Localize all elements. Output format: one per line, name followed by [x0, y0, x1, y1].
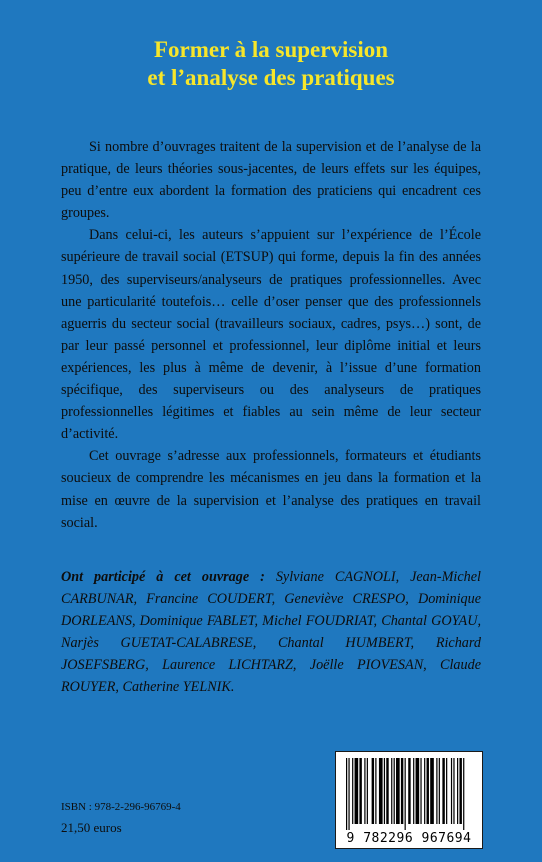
- barcode-bar: [384, 758, 385, 824]
- price: 21,50 euros: [61, 820, 122, 835]
- barcode-bar: [439, 758, 440, 824]
- barcode-bar: [355, 758, 359, 824]
- barcode-bar: [453, 758, 454, 824]
- barcode-bar: [359, 758, 361, 824]
- barcode-bar: [436, 758, 437, 824]
- barcode-bar: [346, 758, 347, 830]
- barcode-bar: [408, 758, 410, 824]
- barcode-bar: [386, 758, 388, 824]
- summary-paragraph: Cet ouvrage s’adresse aux professionnels, formateurs et étudiants soucieux de comprendre les mécanismes en jeu dans la formation et la mise en œuvre de la supervision et l’analyse des pratiques en travail social.: [61, 448, 481, 531]
- barcode-bar: [396, 758, 400, 824]
- barcode-bar: [405, 758, 406, 830]
- barcode-bar: [459, 758, 461, 824]
- summary-text: [61, 136, 481, 534]
- barcode-bar: [446, 758, 447, 824]
- barcode-bar: [391, 758, 392, 824]
- barcode-bar: [416, 758, 420, 824]
- barcode-bar: [394, 758, 395, 824]
- barcode-bars-icon: [344, 758, 474, 830]
- barcode-bar: [427, 758, 429, 824]
- isbn: ISBN : 978-2-296-96769-4: [61, 801, 181, 813]
- barcode-bar: [463, 758, 464, 830]
- contributors-names: Sylviane CAGNOLI, Jean-Michel CARBUNAR, Francine COUDERT, Geneviève CRESPO, Dominique DORLEANS, Dominique FABLET, Michel FOUDRIAT, Chantal GOYAU, Narjès GUETAT-CALABRESE, Chantal HUMBERT, Richard JOSEFSBERG, Laurence LICHTARZ, Joëlle PIOVESAN, Claude ROUYER, Catherine YELNIK.: [61, 569, 481, 696]
- barcode-bar: [457, 758, 458, 824]
- barcode-bar: [451, 758, 452, 824]
- barcode-bar: [420, 758, 421, 824]
- summary-paragraph: Si nombre d’ouvrages traitent de la supervision et de l’analyse de la pratique, de leurs théories sous-jacentes, de leurs effets sur les équipes, peu d’entre eux abordent la formation des praticiens qui encadrent ces groupes.: [61, 139, 481, 222]
- contributors: [61, 566, 481, 699]
- barcode-bar: [401, 758, 403, 824]
- barcode-bar: [348, 758, 349, 830]
- barcode-bar: [352, 758, 353, 824]
- barcode-bar: [372, 758, 374, 824]
- contributors-lead: Ont participé à cet ouvrage :: [61, 569, 265, 585]
- barcode-bar: [367, 758, 368, 824]
- book-title: [0, 36, 542, 92]
- book-title-line-1: Former à la supervision: [153, 37, 389, 62]
- barcode-bar: [430, 758, 434, 824]
- barcode-bar: [413, 758, 414, 824]
- book-title-line-2: et l’analyse des pratiques: [147, 65, 395, 90]
- summary-paragraph: Dans celui-ci, les auteurs s’appuient sur l’expérience de l’École supérieure de travail social (ETSUP) qui forme, depuis la fin des années 1950, des superviseurs/analyseurs de pratiques professionnelles. Avec une particularité toutefois… celle d’oser penser que des professionnels aguerris du secteur social (travailleurs sociaux, cadres, psys…) sont, de par leur passé personnel et professionnel, leur diplôme initial et leurs expériences, les plus à même de devenir, à l’issue d’une formation spécifique, des superviseurs ou des analyseurs de pratiques professionnelles légitimes et fiables au sein même de leur secteur d’activité.: [61, 227, 481, 443]
- barcode-bar: [364, 758, 365, 824]
- barcode-bar: [442, 758, 444, 824]
- barcode-bar: [375, 758, 376, 824]
- barcode-bar: [379, 758, 383, 824]
- barcode-bar: [424, 758, 425, 824]
- barcode-number: 9 782296 967694: [346, 831, 472, 846]
- barcode: [335, 751, 483, 849]
